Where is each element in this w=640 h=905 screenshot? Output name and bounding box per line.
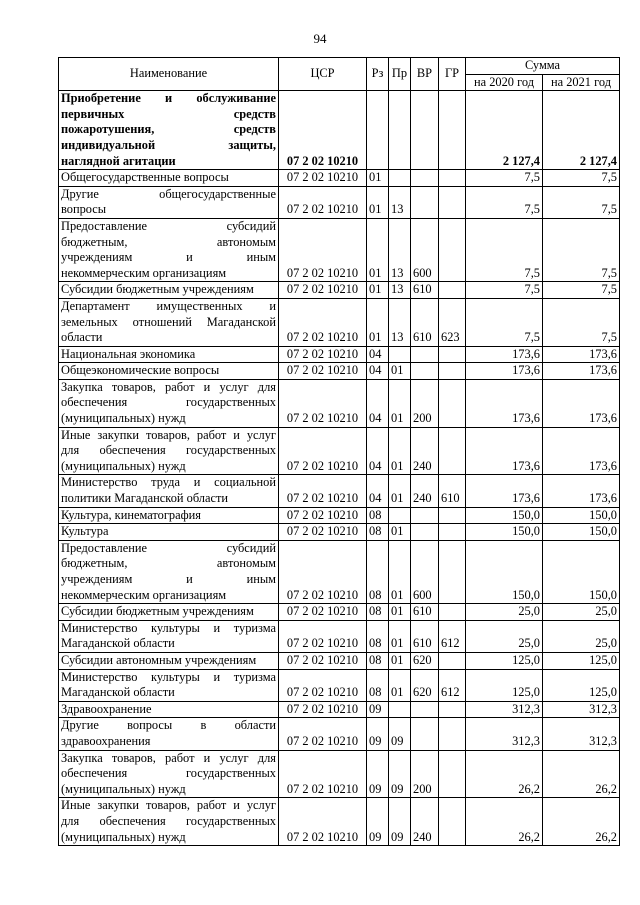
row-name [59,427,279,475]
row-pr: 09 [389,798,411,846]
table-row [59,363,620,380]
row-pr: 13 [389,298,411,346]
page-number: 94 [313,31,327,46]
row-name-line: Культура [61,524,109,539]
row-csr: 07 2 02 10210 [279,298,367,346]
row-gr: 612 [439,620,466,652]
row-2021: 173,6 [543,427,620,475]
table-row [59,91,620,170]
row-2020: 7,5 [466,298,543,346]
row-2021: 312,3 [543,718,620,750]
row-2020: 25,0 [466,620,543,652]
row-gr [439,218,466,281]
row-2021: 150,0 [543,540,620,603]
row-csr: 07 2 02 10210 [279,524,367,541]
row-name-line: учреждениям и иным [61,250,276,265]
row-name [59,750,279,798]
row-name-line: Департамент имущественных и [61,298,276,313]
row-vr [411,346,439,363]
row-rz: 08 [367,669,389,701]
row-pr: 01 [389,620,411,652]
row-name [59,540,279,603]
row-name-line: бюджетным, автономым [61,556,276,571]
row-csr: 07 2 02 10210 [279,282,367,299]
row-vr: 610 [411,604,439,621]
table-row [59,718,620,750]
row-gr [439,750,466,798]
row-vr [411,507,439,524]
row-name [59,604,279,621]
row-pr [389,170,411,187]
table-row [59,701,620,718]
row-2020: 7,5 [466,218,543,281]
table-header-row [59,58,620,75]
table-row [59,475,620,507]
header-rz: Рз [367,58,389,91]
row-name [59,524,279,541]
row-name [59,620,279,652]
row-rz: 04 [367,346,389,363]
row-name-line: первичных средств [61,106,276,121]
row-gr [439,540,466,603]
row-pr: 01 [389,540,411,603]
row-csr: 07 2 02 10210 [279,186,367,218]
row-name-line: вопросы [61,202,107,217]
row-name-line: Магаданской области [61,636,175,651]
row-2020: 7,5 [466,186,543,218]
row-name-line: некоммерческим организациям [61,265,227,280]
row-rz: 01 [367,298,389,346]
row-pr: 01 [389,652,411,669]
row-name-line: Закупка товаров, работ и услуг для [61,750,276,765]
row-name-line: здравоохранения [61,733,151,748]
row-name [59,669,279,701]
row-vr [411,186,439,218]
row-2021: 173,6 [543,379,620,427]
row-vr [411,363,439,380]
row-name-line: наглядной агитации [61,153,176,168]
row-name-line: Иные закупки товаров, работ и услуг [61,427,276,442]
row-rz: 09 [367,701,389,718]
row-csr: 07 2 02 10210 [279,540,367,603]
table-row [59,427,620,475]
row-2021: 7,5 [543,298,620,346]
row-2021: 7,5 [543,186,620,218]
row-2021: 7,5 [543,282,620,299]
row-name-line: (муниципальных) нужд [61,458,186,473]
row-2020: 26,2 [466,750,543,798]
row-csr: 07 2 02 10210 [279,669,367,701]
row-vr: 200 [411,379,439,427]
header-csr: ЦСР [279,58,367,91]
row-name-line: Другие общегосударственные [61,186,276,201]
row-2020: 173,6 [466,363,543,380]
row-2021: 150,0 [543,507,620,524]
table-row [59,218,620,281]
row-2020: 7,5 [466,170,543,187]
row-name-line: бюджетным, автономым [61,234,276,249]
row-gr [439,170,466,187]
row-name [59,475,279,507]
budget-table [58,57,620,846]
row-csr: 07 2 02 10210 [279,652,367,669]
row-vr: 240 [411,427,439,475]
row-name-line: Культура, кинематография [61,507,201,522]
row-rz: 08 [367,652,389,669]
row-pr: 01 [389,604,411,621]
row-gr [439,524,466,541]
row-vr: 610 [411,620,439,652]
row-pr [389,346,411,363]
table-row [59,540,620,603]
row-name-line: Субсидии бюджетным учреждениям [61,282,254,297]
row-2021: 125,0 [543,669,620,701]
row-rz: 04 [367,379,389,427]
row-name [59,798,279,846]
header-pr: Пр [389,58,411,91]
row-2020: 26,2 [466,798,543,846]
row-rz: 08 [367,524,389,541]
table-row [59,620,620,652]
row-csr: 07 2 02 10210 [279,701,367,718]
row-pr: 09 [389,718,411,750]
row-2021: 2 127,4 [543,91,620,170]
row-name [59,652,279,669]
row-rz: 04 [367,475,389,507]
row-2021: 26,2 [543,798,620,846]
row-name-line: области [61,330,103,345]
row-2021: 312,3 [543,701,620,718]
table-row [59,669,620,701]
row-rz: 01 [367,186,389,218]
row-pr [389,701,411,718]
table-row [59,346,620,363]
row-2020: 312,3 [466,701,543,718]
row-csr: 07 2 02 10210 [279,379,367,427]
table-row [59,282,620,299]
row-name-line: Закупка товаров, работ и услуг для [61,379,276,394]
row-name-line: для обеспечения государственных [61,443,276,458]
row-2020: 312,3 [466,718,543,750]
row-vr: 620 [411,652,439,669]
row-2021: 26,2 [543,750,620,798]
row-vr: 200 [411,750,439,798]
table-row [59,652,620,669]
row-name-line: обеспечения государственных [61,395,276,410]
row-name [59,298,279,346]
table-row [59,798,620,846]
header-name: Наименование [59,58,279,91]
row-2021: 25,0 [543,620,620,652]
row-rz: 09 [367,718,389,750]
row-name-line: Министерство культуры и туризма [61,669,276,684]
row-name-line: для обеспечения государственных [61,813,276,828]
row-2020: 2 127,4 [466,91,543,170]
row-name-line: (муниципальных) нужд [61,829,186,844]
row-name-line: Субсидии автономным учреждениям [61,652,257,667]
row-name [59,186,279,218]
row-vr: 620 [411,669,439,701]
row-2020: 150,0 [466,524,543,541]
row-gr [439,186,466,218]
row-vr: 240 [411,798,439,846]
row-csr: 07 2 02 10210 [279,218,367,281]
row-rz: 04 [367,427,389,475]
row-csr: 07 2 02 10210 [279,798,367,846]
row-gr [439,652,466,669]
row-2020: 173,6 [466,427,543,475]
row-name-line: обеспечения государственных [61,766,276,781]
row-pr [389,91,411,170]
row-gr [439,346,466,363]
row-gr: 610 [439,475,466,507]
row-vr [411,91,439,170]
table-row [59,507,620,524]
row-2021: 7,5 [543,218,620,281]
row-2020: 150,0 [466,507,543,524]
row-name-line: Иные закупки товаров, работ и услуг [61,798,276,813]
row-name-line: Другие вопросы в области [61,718,276,733]
row-csr: 07 2 02 10210 [279,427,367,475]
row-gr [439,379,466,427]
row-name-line: пожаротушения, средств [61,122,276,137]
row-pr: 13 [389,186,411,218]
row-gr [439,363,466,380]
row-name [59,718,279,750]
row-pr [389,507,411,524]
row-gr [439,507,466,524]
header-gr: ГР [439,58,466,91]
row-vr [411,718,439,750]
row-name-line: Субсидии бюджетным учреждениям [61,604,254,619]
row-2020: 150,0 [466,540,543,603]
row-vr [411,170,439,187]
row-csr: 07 2 02 10210 [279,507,367,524]
row-name [59,379,279,427]
header-sum: Сумма [466,58,620,75]
row-pr: 01 [389,475,411,507]
row-csr: 07 2 02 10210 [279,718,367,750]
row-csr: 07 2 02 10210 [279,170,367,187]
header-2020: на 2020 год [466,74,543,91]
header-2021: на 2021 год [543,74,620,91]
row-vr: 610 [411,282,439,299]
row-name-line: Национальная экономика [61,346,196,361]
table-row [59,298,620,346]
table-row [59,170,620,187]
row-name [59,346,279,363]
table-row [59,379,620,427]
row-csr: 07 2 02 10210 [279,346,367,363]
row-gr [439,604,466,621]
row-csr: 07 2 02 10210 [279,750,367,798]
table-row [59,524,620,541]
row-2020: 7,5 [466,282,543,299]
row-name-line: политики Магаданской области [61,491,229,506]
row-rz [367,91,389,170]
row-name-line: индивидуальной защиты, [61,137,276,152]
row-csr: 07 2 02 10210 [279,620,367,652]
row-name [59,507,279,524]
row-name [59,91,279,170]
row-name-line: Министерство труда и социальной [61,475,276,490]
row-rz: 09 [367,798,389,846]
row-pr: 01 [389,524,411,541]
row-vr [411,524,439,541]
row-name-line: Общегосударственные вопросы [61,170,229,185]
row-name [59,282,279,299]
row-2021: 173,6 [543,363,620,380]
row-vr: 240 [411,475,439,507]
row-vr [411,701,439,718]
row-2020: 173,6 [466,346,543,363]
row-name-line: Магаданской области [61,685,175,700]
row-2020: 125,0 [466,652,543,669]
row-rz: 08 [367,604,389,621]
row-vr: 600 [411,218,439,281]
row-rz: 04 [367,363,389,380]
row-pr: 13 [389,282,411,299]
row-pr: 13 [389,218,411,281]
row-name-line: учреждениям и иным [61,572,276,586]
row-name-line: Министерство культуры и туризма [61,620,276,635]
row-pr: 01 [389,669,411,701]
row-2021: 25,0 [543,604,620,621]
row-rz: 08 [367,620,389,652]
row-name [59,170,279,187]
row-rz: 08 [367,540,389,603]
row-vr: 610 [411,298,439,346]
row-2021: 173,6 [543,346,620,363]
row-rz: 08 [367,507,389,524]
row-pr: 09 [389,750,411,798]
row-name-line: (муниципальных) нужд [61,411,186,426]
header-vr: ВР [411,58,439,91]
table-row [59,604,620,621]
row-name [59,363,279,380]
row-rz: 01 [367,170,389,187]
row-pr: 01 [389,363,411,380]
row-gr [439,701,466,718]
row-vr: 600 [411,540,439,603]
row-pr: 01 [389,379,411,427]
row-gr [439,91,466,170]
row-2021: 125,0 [543,652,620,669]
row-csr: 07 2 02 10210 [279,604,367,621]
row-rz: 09 [367,750,389,798]
row-gr: 612 [439,669,466,701]
row-name-line: Приобретение и обслуживание [61,91,276,106]
row-2021: 150,0 [543,524,620,541]
row-rz: 01 [367,282,389,299]
row-name [59,218,279,281]
row-2021: 173,6 [543,475,620,507]
row-2020: 125,0 [466,669,543,701]
row-name-line: Общеэкономические вопросы [61,363,220,378]
row-name-line: земельных отношений Магаданской [61,314,276,329]
row-gr [439,798,466,846]
row-pr: 01 [389,427,411,475]
row-rz: 01 [367,218,389,281]
row-name-line: некоммерческим организациям [61,587,227,602]
row-name-line: Предоставление субсидий [61,218,276,233]
row-gr: 623 [439,298,466,346]
row-name-line: (муниципальных) нужд [61,781,186,796]
row-gr [439,282,466,299]
table-row [59,750,620,798]
row-2021: 7,5 [543,170,620,187]
row-gr [439,427,466,475]
row-csr: 07 2 02 10210 [279,475,367,507]
row-name [59,701,279,718]
row-2020: 173,6 [466,379,543,427]
row-csr: 07 2 02 10210 [279,363,367,380]
row-gr [439,718,466,750]
table-row [59,186,620,218]
row-2020: 173,6 [466,475,543,507]
row-2020: 25,0 [466,604,543,621]
row-name-line: Здравоохранение [61,701,152,716]
row-csr: 07 2 02 10210 [279,91,367,170]
row-name-line: Предоставление субсидий [61,540,276,555]
